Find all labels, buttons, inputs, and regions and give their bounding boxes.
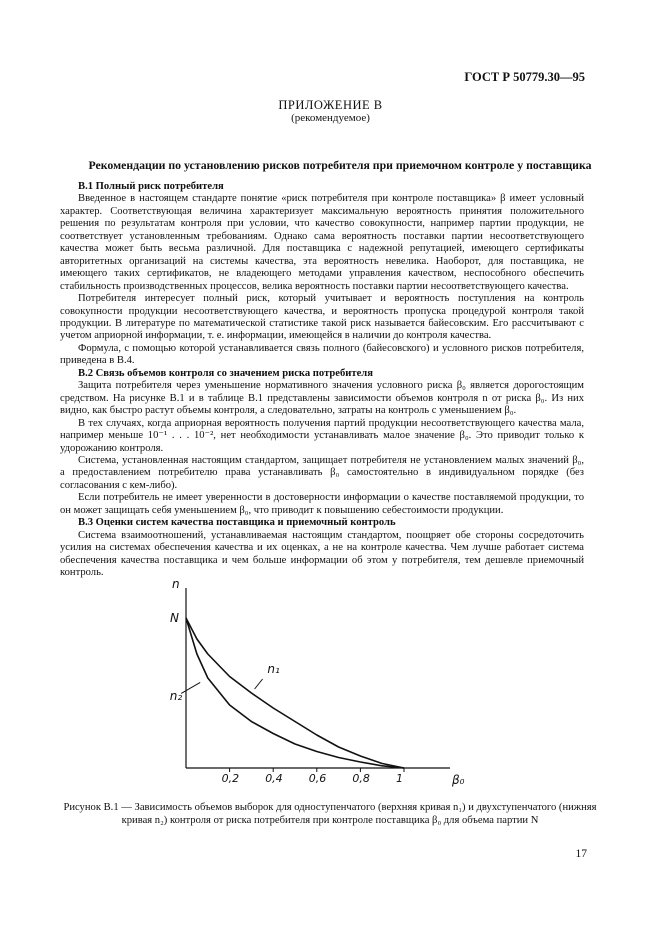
series-label: n₂ [169, 689, 183, 703]
document-title: Рекомендации по установлению рисков потребителя при приемочном контроле у поставщика [88, 158, 592, 172]
x-tick-label: 0,4 [265, 772, 283, 785]
y-axis-label: n [172, 577, 180, 591]
document-standard-header: ГОСТ Р 50779.30—95 [464, 70, 585, 84]
series-leader-line [181, 682, 200, 693]
section-heading-b1: В.1 Полный риск потребителя [78, 181, 224, 192]
series-label: n₁ [267, 662, 280, 676]
x-tick-label: 0,8 [352, 772, 370, 785]
paragraph: Потребителя интересует полный риск, который учитывает и вероятность поступления на контроль совокупности продукции несоответствующего качества, и вероятность пропуска процедурой контроля такой продукции. В литературе по математической статистике такой риск называется байесовским. Его рассчитывают с учетом априорной информации, т. е. информации, имеющейся в наличии до контроля качества. [60, 293, 584, 342]
y-axis-max-label: N [170, 611, 179, 625]
paragraph: Система, установленная настоящим стандартом, защищает потребителя не установлением малых значений β₀, а предоставлением потребителю права устанавливать β₀ самостоятельно в индивидуальном порядке (без согласования с кем-либо). [60, 454, 584, 491]
page-number: 17 [575, 848, 587, 860]
figure-caption: Рисунок В.1 — Зависимость объемов выборок для одноступенчатого (верхняя кривая n₁) и двухступенчатого (нижняя кривая n₂) контроля от риска потребителя при контроле поставщика β₀ для объема партии N [63, 802, 597, 826]
appendix-subtitle: (рекомендуемое) [291, 112, 370, 124]
x-axis-label: β₀ [452, 773, 465, 787]
paragraph: Система взаимоотношений, устанавливаемая настоящим стандартом, поощряет обе стороны сосредоточить усилия на системах обеспечения качества и их оценках, а не на контроле качества. Чем лучше работает система обеспечения качества поставщика и чем больше информации об этом у потребителя, тем дешевле приемочный контроль. [60, 529, 584, 579]
paragraph: В тех случаях, когда априорная вероятность получения партий продукции несоответствующего качества мала, например меньше 10⁻¹ . . . 10⁻², нет необходимости устанавливать малое значение β₀. Это приводит только к удорожанию контроля. [60, 417, 584, 454]
paragraph: Введенное в настоящем стандарте понятие «риск потребителя при контроле поставщика» β имеет условный характер. Соответствующая величина характеризует максимальную вероятность принятия положительного решения по результатам контроля при условии, что качество совокупности, например партии продукции, не соответствует установленным требованиям. Однако сама вероятность поставки партии несоответствующего качества может быть весьма различной. Для поставщика с надежной репутацией, имеющего сертификаты авторитетных организаций на системы качества, эта вероятность невелика. Наоборот, для поставщика, не имеющего таких сертификатов, не владеющего методами управления качеством, неспособного обеспечить стабильность производственных процессов, велика вероятность поставки партии несоответствующего качества. [60, 193, 584, 292]
x-tick-label: 1 [396, 772, 403, 785]
series-leader-line [255, 679, 263, 689]
section-heading-b3: В.3 Оценки систем качества поставщика и приемочный контроль [78, 517, 396, 529]
x-tick-label: 0,2 [221, 772, 240, 785]
section-heading-b2: В.2 Связь объемов контроля со значением риска потребителя [78, 367, 373, 379]
paragraph: Защита потребителя через уменьшение нормативного значения условного риска β₀ является дорогостоящим средством. На рисунке В.1 и в таблице В.1 представлены зависимости объемов контроля n от риска β₀. Из них видно, как быстро растут объемы контроля, а следовательно, затраты на контроль с уменьшением β₀. [60, 380, 584, 417]
x-tick-label: 0,6 [308, 772, 327, 785]
paragraph: Формула, с помощью которой устанавливается связь полного (байесовского) и условного рисков потребителя, приведена в В.4. [60, 342, 584, 367]
figure-b1-chart [150, 572, 470, 790]
appendix-title: ПРИЛОЖЕНИЕ В [278, 98, 383, 112]
series-line-1 [186, 618, 404, 768]
paragraph: Если потребитель не имеет уверенности в достоверности информации о качестве поставляемой продукции, то он может защищать себя уменьшением β₀, что приводит к повышению себестоимости продукции. [60, 492, 584, 516]
document-body [60, 181, 584, 580]
series-line-2 [186, 618, 404, 768]
